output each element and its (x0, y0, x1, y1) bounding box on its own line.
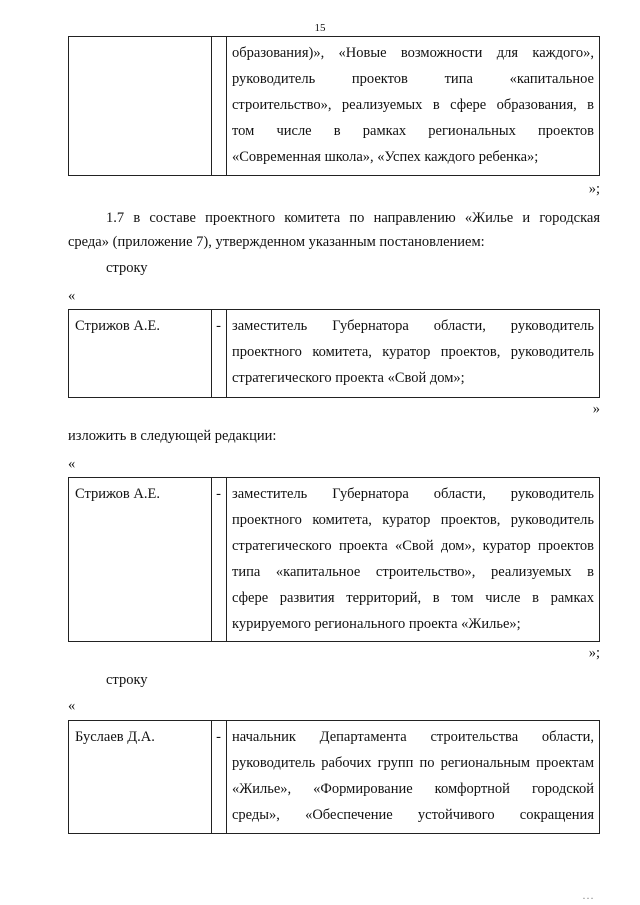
table-4-dash: - (216, 729, 221, 745)
table-1 (68, 36, 600, 176)
table-3-name: Стрижов А.Е. (75, 486, 160, 502)
table-1-name-cell (69, 37, 212, 175)
table-2-line: заместитель Губернатора области, руководитель (232, 318, 594, 334)
stroku-label-1: строку (106, 260, 148, 276)
table-4-name: Буслаев Д.А. (75, 729, 155, 745)
table-1-line: образования)», «Новые возможности для каждого», (232, 45, 594, 61)
table-4-line: руководитель рабочих групп по региональным проектам (232, 755, 594, 771)
table-4-dash-cell (211, 721, 227, 833)
table-1-closing-quote: »; (588, 181, 600, 197)
table-2-closing-quote: » (592, 401, 600, 417)
table-2 (68, 309, 600, 398)
table-3-line: типа «капитальное строительство», реализуемых в (232, 564, 594, 580)
table-1-line: руководитель проектов типа «капитальное (232, 71, 594, 87)
table-1-line: том числе в рамках региональных проектов (232, 123, 594, 139)
table-1-line: «Современная школа», «Успех каждого ребенка»; (232, 149, 539, 165)
table-3-line: курируемого регионального проекта «Жилье»; (232, 616, 521, 632)
table-3-dash-cell (211, 478, 227, 641)
opening-quote-1: « (68, 288, 76, 304)
table-3-dash: - (216, 486, 221, 502)
table-1-dash-cell (211, 37, 227, 175)
table-3-line: сфере развития территорий, в том числе в рамках (232, 590, 594, 606)
table-3-line: стратегического проекта «Свой дом», куратор проектов (232, 538, 594, 554)
table-4-name-cell (69, 721, 212, 833)
table-2-description (232, 313, 594, 391)
table-3-description (232, 481, 594, 637)
table-4-line: среды», «Обеспечение устойчивого сокращения (232, 807, 594, 823)
table-4-description-cell (226, 721, 599, 833)
footer-mark: … (582, 888, 596, 902)
paragraph-1-7-line-2: среда» (приложение 7), утвержденном указанным постановлением: (68, 234, 485, 250)
opening-quote-2: « (68, 456, 76, 472)
table-2-line: стратегического проекта «Свой дом»; (232, 370, 465, 386)
table-2-line: проектного комитета, куратор проектов, руководитель (232, 344, 594, 360)
opening-quote-3: « (68, 698, 76, 714)
table-3-name-cell (69, 478, 212, 641)
table-1-description (232, 40, 594, 170)
izlozhit-text: изложить в следующей редакции: (68, 428, 277, 444)
table-2-dash-cell (211, 310, 227, 397)
table-2-dash: - (216, 318, 221, 334)
table-2-name-cell (69, 310, 212, 397)
table-3-description-cell (226, 478, 599, 641)
page-number: 15 (314, 22, 326, 34)
table-2-name: Стрижов А.Е. (75, 318, 160, 334)
table-3 (68, 477, 600, 642)
table-3-line: проектного комитета, куратор проектов, руководитель (232, 512, 594, 528)
table-1-description-cell (226, 37, 599, 175)
table-4 (68, 720, 600, 834)
table-3-closing-quote: »; (588, 645, 600, 661)
table-4-line: начальник Департамента строительства области, (232, 729, 594, 745)
table-1-line: строительство», реализуемых в сфере образования, в (232, 97, 594, 113)
table-4-line: «Жилье», «Формирование комфортной городской (232, 781, 594, 797)
table-4-description (232, 724, 594, 828)
paragraph-1-7-line-1: 1.7 в составе проектного комитета по направлению «Жилье и городская (106, 210, 600, 226)
table-2-description-cell (226, 310, 599, 397)
table-3-line: заместитель Губернатора области, руководитель (232, 486, 594, 502)
stroku-label-2: строку (106, 672, 148, 688)
